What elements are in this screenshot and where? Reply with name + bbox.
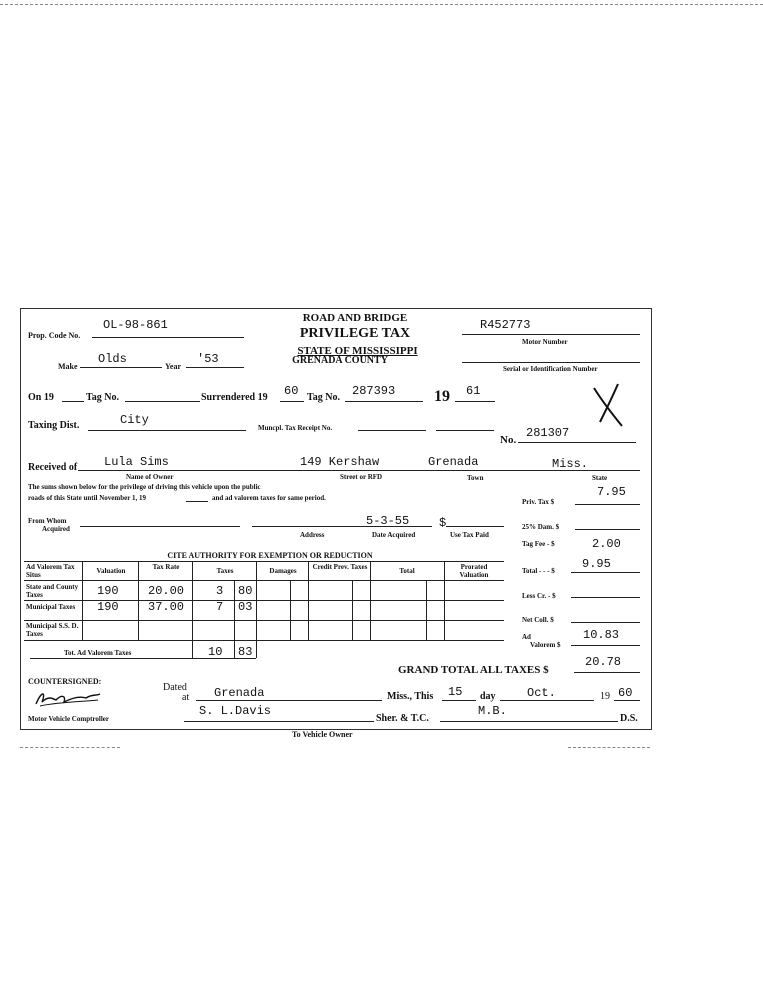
sheriff-value: S. L.Davis [199,704,272,718]
make-label: Make [58,362,78,371]
acquired-label: Acquired [42,525,70,533]
countersigned-label: COUNTERSIGNED: [28,677,102,686]
motor-number-label: Motor Number [522,338,568,346]
th-total: Total [399,567,415,575]
table-row3-line [24,640,504,641]
tag-no-line [125,401,200,402]
surrendered-year: 60 [284,384,299,398]
dated-label: Dated [163,682,187,693]
table-col3b [234,580,235,658]
serial-line [462,362,640,363]
total-label: Total - - - $ [522,567,555,575]
prop-code-label: Prop. Code No. [28,331,81,340]
header-line2: PRIVILEGE TAX [299,326,411,341]
table-row2-line [24,620,504,621]
sheriff-label: Sher. & T.C. [376,713,429,724]
received-line [78,470,640,471]
row2-taxes-d: 7 [216,600,224,614]
prop-code-value: OL-98-861 [103,318,168,332]
taxing-dist-label: Taxing Dist. [28,420,80,431]
bottom-perforation-right [568,747,650,748]
town-value: Grenada [428,455,479,469]
owner-value: Lula Sims [104,455,169,469]
header-line4: GRENADA COUNTY [292,355,388,366]
net-coll-label: Net Coll. $ [522,616,554,624]
th-damages: Damages [269,567,297,575]
priv-tax-line [575,504,640,505]
ad-valorem-line [571,645,640,646]
table-col4b [290,580,291,640]
use-tax-dollar: $ [439,516,447,530]
table-header-bottom-line [24,580,504,581]
th-credit: Credit Prev. Taxes [312,563,368,571]
tag-year-suffix: 61 [466,384,481,398]
tag-no2-value: 287393 [352,384,396,398]
terms-line1: The sums shown below for the privilege of driving this vehicle upon the public [28,483,261,491]
at-label: at [182,692,190,703]
row1-rate: 20.00 [148,584,185,598]
tag-no2-line [345,401,423,402]
row2-taxes-c: 03 [238,600,253,614]
day-label: day [480,691,496,702]
to-vehicle-owner: To Vehicle Owner [292,730,353,739]
munic-receipt-line [358,430,426,431]
tot-ad-valorem-label: Tot. Ad Valorem Taxes [64,649,132,657]
year-line [186,367,244,368]
row2-valuation: 190 [97,600,119,614]
table-col5b [352,580,353,640]
net-coll-line [571,622,640,623]
terms-line2b: and ad valorem taxes for same period. [212,494,326,502]
tot-ad-valorem-c: 83 [238,645,253,659]
table-col6 [370,561,371,640]
sheriff-line [184,721,374,722]
received-label: Received of [28,462,78,473]
bottom-perforation-left [20,747,120,748]
grand-total-line [574,672,640,673]
table-col7 [444,561,445,640]
th-situs: Ad Valorem Tax Situs [26,563,75,579]
address-caption: Address [300,531,325,539]
date-acquired-value: 5-3-55 [366,514,410,528]
th-rate: Tax Rate [152,563,180,571]
footer-year-value: 60 [618,686,633,700]
table-col5 [308,561,309,640]
th-valuation: Valuation [96,567,126,575]
day-value: 15 [448,685,463,699]
state-caption: State [592,474,608,482]
surrendered-year-line [280,401,304,402]
less-cr-line [571,597,640,598]
comptroller-label: Motor Vehicle Comptroller [28,715,110,723]
priv-tax-label: Priv. Tax $ [522,498,555,506]
on-label: On 19 [28,392,54,403]
exemption-caption: CITE AUTHORITY FOR EXEMPTION OR REDUCTION [167,551,373,560]
ad-label: Ad [522,633,531,641]
row2-rate: 37.00 [148,600,185,614]
footer-year-prefix: 19 [600,691,610,702]
row1-taxes-d: 3 [216,584,224,598]
month-line [500,700,594,701]
use-tax-caption: Use Tax Paid [450,531,489,539]
munic-receipt-label: Muncpl. Tax Receipt No. [258,424,333,432]
tag-no2-label: Tag No. [307,392,340,403]
taxing-dist-line [88,430,246,431]
table-top-line [24,561,504,562]
ad-valorem-value: 10.83 [583,628,620,642]
address-line [252,526,360,527]
table-col6b [426,580,427,640]
th-prorated: Prorated Valuation [459,563,489,579]
street-value: 149 Kershaw [300,455,380,469]
dam-line [575,529,640,530]
table-col3 [192,561,193,658]
from-whom-label: From Whom [28,517,67,525]
day-line [442,700,476,701]
state-value: Miss. [552,457,589,471]
tag-fee-label: Tag Fee - $ [522,540,555,548]
tot-ad-valorem-d: 10 [208,645,223,659]
year-value: '53 [197,352,219,366]
row1-situs: State and County Taxes [26,583,79,599]
ds-label: D.S. [620,713,638,724]
munic-receipt-line2 [436,430,494,431]
place-value: Grenada [214,686,265,700]
deputy-value: M.B. [478,704,507,718]
grand-total-label: GRAND TOTAL ALL TAXES $ [398,664,549,676]
tag-year-line [455,401,495,402]
from-whom-line [80,526,240,527]
row1-valuation: 190 [97,584,119,598]
row3-situs: Municipal S.S. D. Taxes [26,622,79,638]
month-value: Oct. [527,686,556,700]
tot-line [30,658,256,659]
terms-year-line [186,501,208,502]
use-tax-line [446,526,504,527]
street-caption: Street or RFD [340,473,383,481]
surrendered-label: Surrendered 19 [201,392,268,403]
motor-number-value: R452773 [480,318,531,332]
miss-this-label: Miss., This [387,691,434,702]
town-caption: Town [467,474,484,482]
header-line3: STATE OF MISSISSIPPI [297,345,418,357]
deputy-line [440,721,618,722]
tag-no-label: Tag No. [86,392,119,403]
th-taxes: Taxes [216,567,234,575]
taxing-dist-value: City [120,413,149,427]
table-col2 [138,561,139,640]
header-line1: ROAD AND BRIDGE [302,312,408,324]
row1-taxes-c: 80 [238,584,253,598]
prop-code-line [92,337,244,338]
date-acquired-line [360,526,432,527]
table-col1 [82,561,83,640]
total-value: 9.95 [582,557,611,571]
year-label: Year [165,362,181,371]
no-value: 281307 [526,426,570,440]
date-acquired-caption: Date Acquired [372,531,416,539]
priv-tax-value: 7.95 [597,485,626,499]
make-value: Olds [98,352,127,366]
terms-line2a: roads of this State until November 1, 19 [28,494,146,502]
x-mark-icon [588,382,630,430]
dam-label: 25% Dam. $ [522,523,560,531]
table-row1-line [24,600,504,601]
tag-fee-value: 2.00 [592,537,621,551]
tag-year-prefix: 19 [434,388,450,405]
make-line [80,367,162,368]
row2-situs: Municipal Taxes [26,603,76,611]
serial-label: Serial or Identification Number [503,365,598,373]
table-col4 [256,561,257,658]
top-perforation [0,4,763,5]
no-label: No. [500,434,517,446]
grand-total-value: 20.78 [585,655,622,669]
valorem-label: Valorem $ [530,641,561,649]
owner-caption: Name of Owner [126,473,174,481]
signature-icon [32,688,104,710]
footer-year-line [614,700,640,701]
on-line [62,401,84,402]
motor-number-line [462,334,640,335]
total-line [571,572,640,573]
less-cr-label: Less Cr. - $ [522,592,556,600]
no-line [518,442,636,443]
place-line [196,700,382,701]
